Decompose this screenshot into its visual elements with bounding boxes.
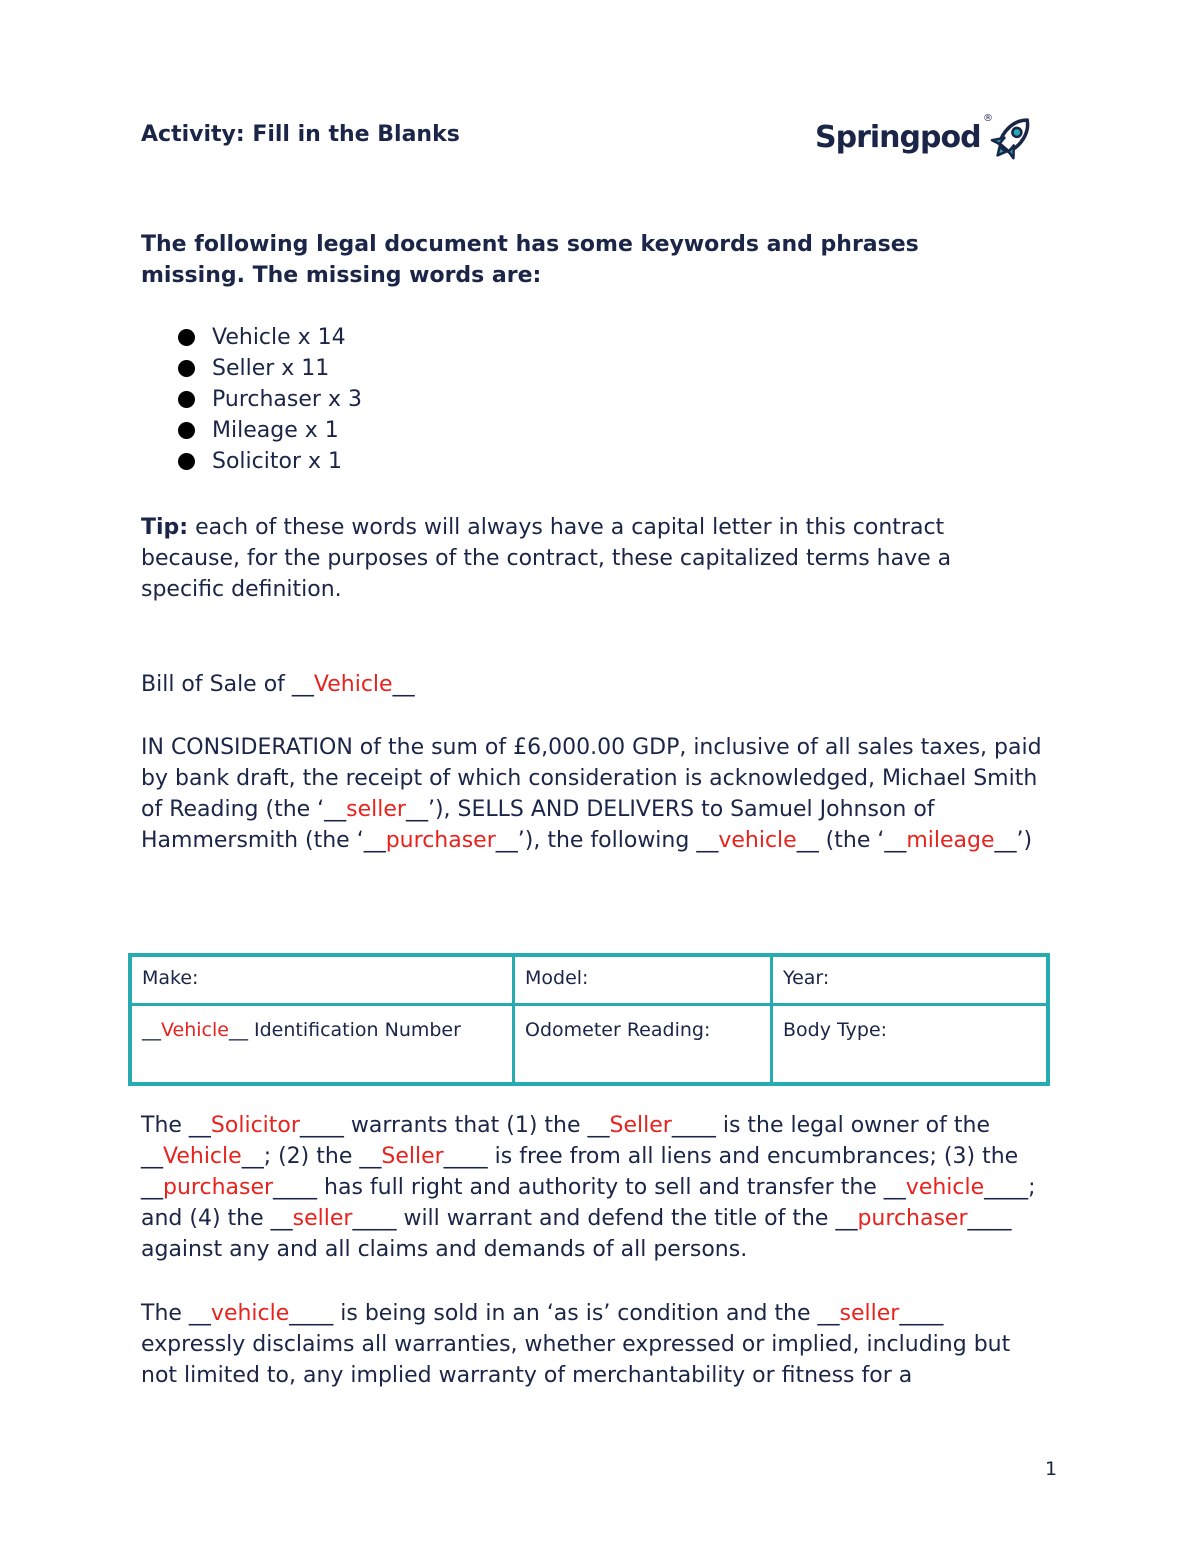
list-item-label: Vehicle x 14: [212, 325, 346, 350]
list-item-label: Solicitor x 1: [212, 449, 342, 474]
vehicle-details-table: [128, 953, 1050, 1086]
as-is-text: ____ expressly disclaims all warranties, whether expressed or implied, including but not limited to, any implied warranty of merchantability or fitness for a: [141, 1301, 1011, 1388]
list-item-label: Purchaser x 3: [212, 387, 362, 412]
intro-line-1: The following legal document has some keywords and phrases: [141, 232, 919, 257]
as-is-paragraph: [141, 1298, 1041, 1391]
warranty-text: ____ has full right and authority to sell and transfer the __: [273, 1175, 906, 1200]
answer-word: Vehicle: [161, 1019, 229, 1041]
warranty-paragraph: [141, 1110, 1061, 1265]
warranty-text: ____ will warrant and defend the title of the __: [352, 1206, 858, 1231]
intro-text: [141, 229, 1041, 291]
as-is-text: The __: [141, 1301, 211, 1326]
answer-word: seller: [346, 797, 406, 822]
answer-word: vehicle: [905, 1175, 985, 1200]
consideration-text: __’): [994, 828, 1033, 853]
table-row: [130, 955, 1048, 1005]
answer-word: Seller: [381, 1144, 444, 1169]
answer-word: Vehicle: [163, 1144, 242, 1169]
registered-mark: ®: [982, 113, 993, 124]
tip-paragraph: [141, 512, 1041, 605]
as-is-text: ____ is being sold in an ‘as is’ condition and the __: [289, 1301, 840, 1326]
warranty-text: ____ warrants that (1) the __: [299, 1113, 610, 1138]
answer-word: vehicle: [210, 1301, 290, 1326]
bill-title: [141, 669, 1061, 700]
answer-word: purchaser: [385, 828, 496, 853]
tip-label: Tip:: [141, 515, 189, 540]
consideration-text: __’), the following __: [495, 828, 719, 853]
list-item-label: Mileage x 1: [212, 418, 339, 443]
consideration-text: IN CONSIDERATION of the sum of £6,000.00 GDP, inclusive of all sales taxes, paid by bank draft, the receipt of which consideration is acknowledged, Michael Smith of Reading (the ‘__: [141, 735, 1042, 822]
table-row: [130, 1005, 1048, 1085]
bill-title-prefix: Bill of Sale of __: [141, 672, 314, 697]
consideration-paragraph: [141, 732, 1061, 856]
bullet-icon: [178, 453, 195, 470]
bullet-icon: [178, 422, 195, 439]
answer-word: mileage: [906, 828, 995, 853]
activity-title: Activity: Fill in the Blanks: [141, 122, 460, 147]
warranty-text: ____ is free from all liens and encumbrances; (3) the __: [141, 1144, 1019, 1200]
rocket-icon: [983, 109, 1039, 165]
vin-suffix: __ Identification Number: [228, 1019, 461, 1041]
model-cell: Model:: [514, 955, 772, 1005]
tip-text: each of these words will always have a capital letter in this contract because, for the purposes of the contract, these capitalized terms have a specific definition.: [141, 515, 952, 602]
answer-word: Vehicle: [313, 672, 393, 697]
bullet-icon: [178, 360, 195, 377]
bullet-icon: [178, 329, 195, 346]
year-cell: Year:: [772, 955, 1049, 1005]
make-cell: Make:: [130, 955, 514, 1005]
answer-word: purchaser: [857, 1206, 968, 1231]
vin-cell: [130, 1005, 514, 1085]
vin-prefix: __: [142, 1019, 161, 1041]
warranty-text: ____ is the legal owner of the __: [141, 1113, 990, 1169]
list-item: [178, 353, 362, 384]
answer-word: purchaser: [163, 1175, 274, 1200]
warranty-text: ____; and (4) the __: [141, 1175, 1036, 1231]
answer-word: seller: [292, 1206, 353, 1231]
intro-line-2: missing. The missing words are:: [141, 263, 542, 288]
warranty-text: __; (2) the __: [241, 1144, 382, 1169]
warranty-text: The __: [141, 1113, 211, 1138]
list-item: [178, 415, 362, 446]
list-item: [178, 446, 362, 477]
consideration-text: __ (the ‘__: [796, 828, 907, 853]
logo-wordmark: Springpod: [815, 119, 981, 155]
list-item: [178, 322, 362, 353]
body-type-cell: Body Type:: [772, 1005, 1049, 1085]
list-item-label: Seller x 11: [212, 356, 330, 381]
answer-word: seller: [839, 1301, 900, 1326]
odometer-cell: Odometer Reading:: [514, 1005, 772, 1085]
bill-title-suffix: __: [392, 672, 415, 697]
warranty-text: ____ against any and all claims and demands of all persons.: [141, 1206, 1012, 1262]
page-number: 1: [1045, 1458, 1058, 1480]
missing-words-list: [178, 322, 362, 477]
answer-word: Solicitor: [210, 1113, 300, 1138]
consideration-text: __’), SELLS AND DELIVERS to Samuel Johnson of Hammersmith (the ‘__: [141, 797, 935, 853]
answer-word: vehicle: [718, 828, 797, 853]
list-item: [178, 384, 362, 415]
springpod-logo: [815, 108, 1040, 166]
answer-word: Seller: [609, 1113, 672, 1138]
bullet-icon: [178, 391, 195, 408]
